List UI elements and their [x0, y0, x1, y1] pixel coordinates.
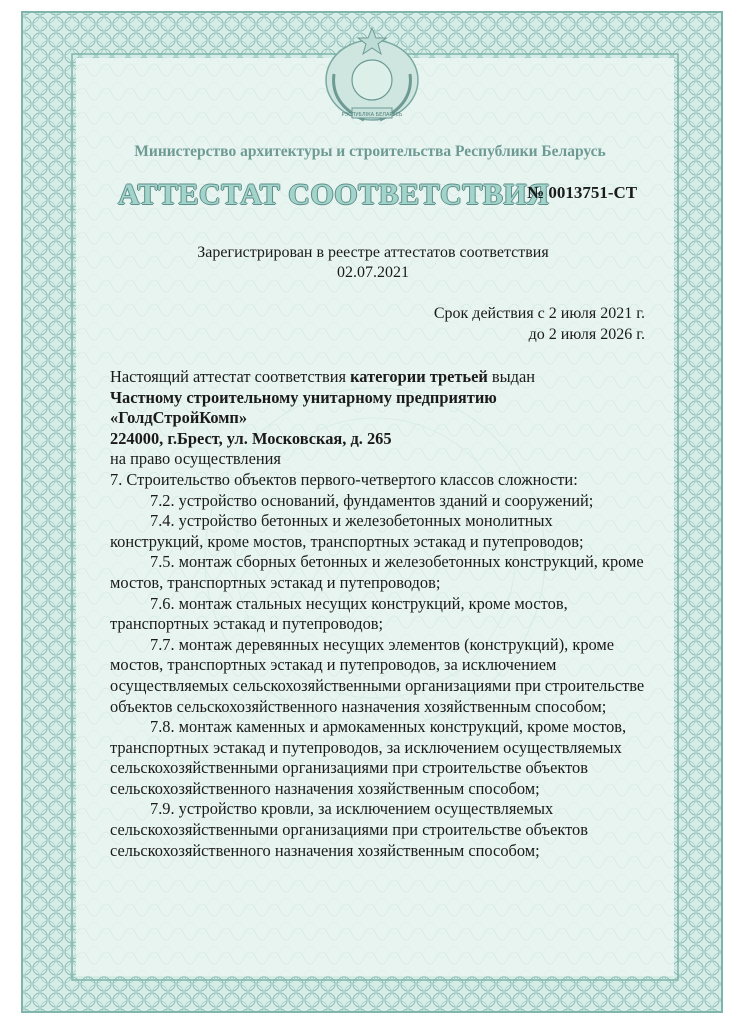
work-item-7-7: 7.7. монтаж деревянных несущих элементов (конструкций), кроме мостов, транспортных эстакад и путепроводов, за исключением осуществляемых сельскохозяйственными организациями при строительстве объектов сельскохозяйственного назначения хозяйственным способом; [110, 634, 645, 716]
belarus-emblem-icon [316, 24, 428, 128]
validity-from: Срок действия с 2 июля 2021 г. [433, 305, 645, 322]
work-item-7-4: 7.4. устройство бетонных и железобетонных монолитных конструкций, кроме мостов, транспортных эстакад и путепроводов; [110, 511, 584, 551]
ministry-name: Министерство архитектуры и строительства Республики Беларусь [134, 143, 606, 160]
document-title: АТТЕСТАТ СООТВЕТСТВИЯ [118, 178, 550, 211]
registration-date: 02.07.2021 [337, 264, 409, 281]
right-of-line: на право осуществления [110, 449, 281, 469]
company-address: 224000, г.Брест, ул. Московская, д. 265 [110, 428, 392, 448]
category: категории третьей [350, 367, 488, 386]
validity-block [434, 303, 645, 345]
registration-block [110, 243, 636, 283]
company-name-line2: «ГолдСтройКомп» [110, 408, 248, 428]
emblem-ribbon-text: РЭСПУБЛІКА БЕЛАРУСЬ [341, 112, 403, 118]
validity-to: до 2 июля 2026 г. [528, 326, 645, 343]
intro-line: Настоящий аттестат соответствия категории третьей выдан [110, 367, 536, 386]
certificate-body [110, 367, 650, 861]
work-item-7-9: 7.9. устройство кровли, за исключением осуществляемых сельскохозяйственными организациями при строительстве объектов сельскохозяйственного назначения хозяйственным способом; [110, 799, 588, 860]
work-item-7-6: 7.6. монтаж стальных несущих конструкций, кроме мостов, транспортных эстакад и путепроводов; [110, 593, 568, 634]
section-heading: 7. Строительство объектов первого-четвертого классов сложности: [110, 469, 578, 489]
work-item-7-2: 7.2. устройство оснований, фундаментов зданий и сооружений; [150, 490, 594, 510]
company-name-line1: Частному строительному унитарному предприятию [110, 387, 497, 407]
certificate-number: № 0013751-СТ [527, 183, 638, 202]
work-item-7-8: 7.8. монтаж каменных и армокаменных конструкций, кроме мостов, транспортных эстакад и путепроводов, за исключением осуществляемых сельскохозяйственными организациями при строительстве объектов сельскохозяйственного назначения хозяйственным способом; [110, 717, 627, 798]
work-item-7-5: 7.5. монтаж сборных бетонных и железобетонных конструкций, кроме мостов, транспортных эстакад и путепроводов; [110, 552, 644, 592]
registration-line: Зарегистрирован в реестре аттестатов соответствия [197, 244, 549, 261]
